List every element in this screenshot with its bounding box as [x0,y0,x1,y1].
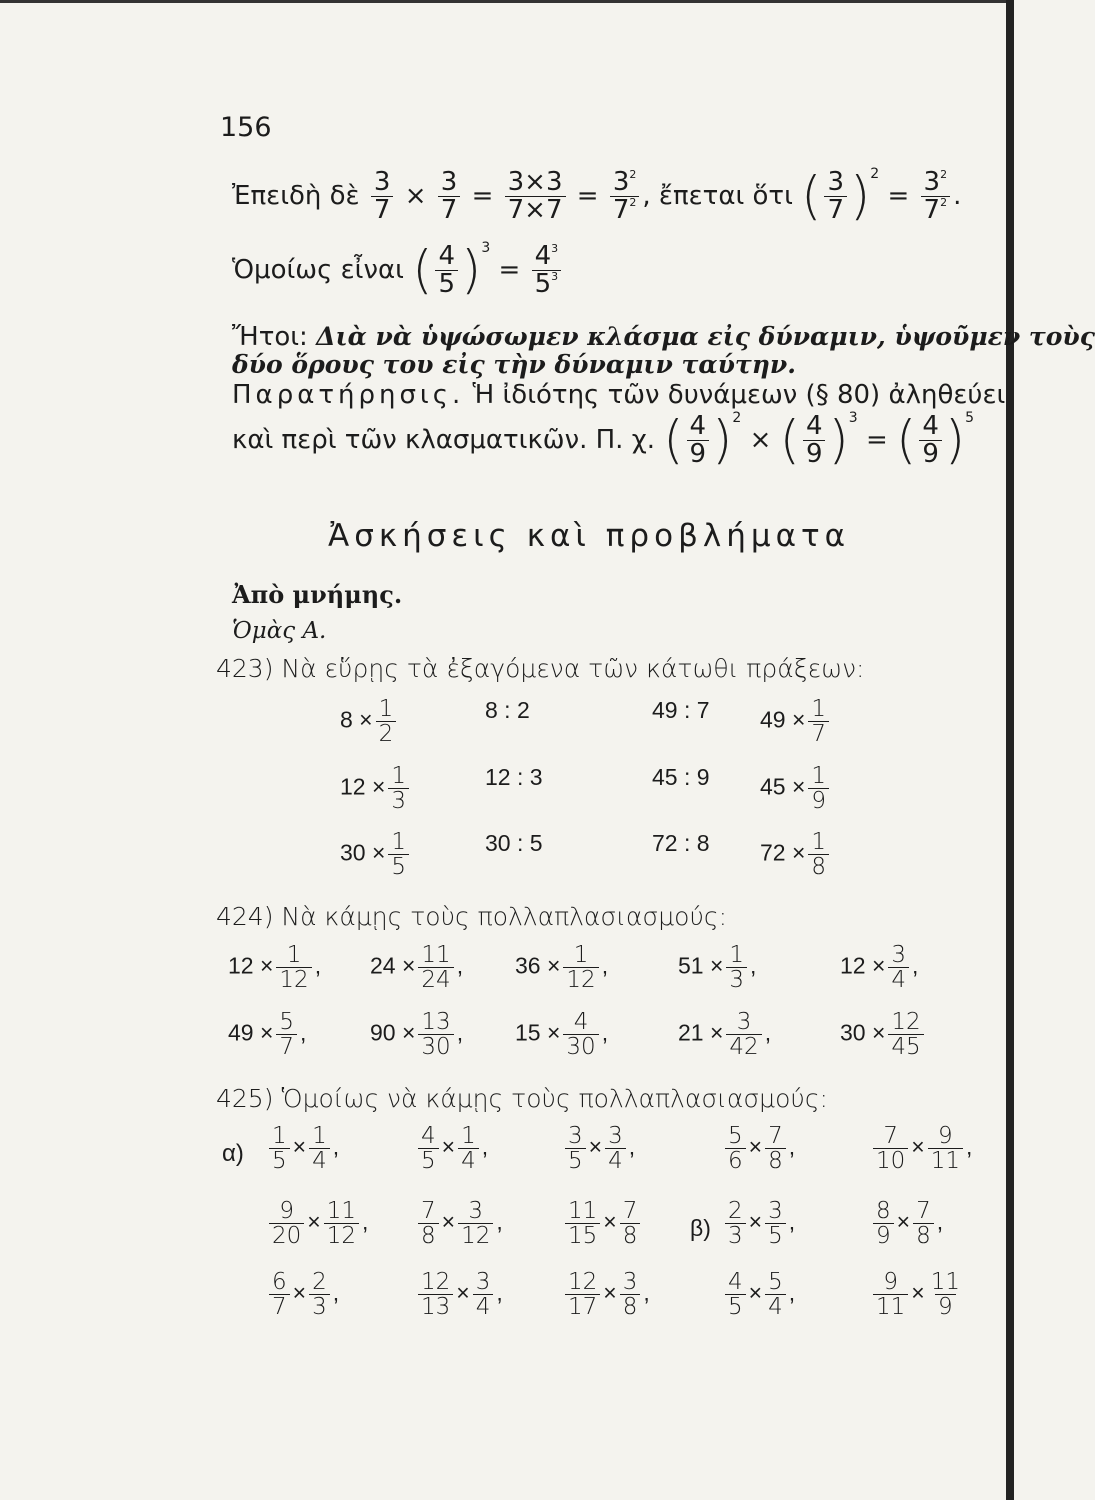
equation-line-1 [232,166,962,227]
left-paren: ( [801,166,822,227]
times-sign: × [292,1279,307,1306]
numerator: 13 [421,1009,451,1035]
remark-line [232,380,1005,410]
denominator: 7 [808,721,829,746]
denominator: 12 [276,967,311,992]
ex425-item [415,1124,488,1173]
separator: , [496,1208,503,1235]
numerator: 11 [421,942,451,968]
rule-line-2 [232,350,796,379]
fraction [565,1199,600,1248]
numerator: 7 [421,1198,436,1224]
example-text: καὶ περὶ τῶν κλασματικῶν. Π. χ. [232,425,655,455]
fraction [726,1010,761,1059]
equals-sign: = [471,181,494,211]
numerator: 7 [768,1123,783,1149]
beta-label: β) [690,1215,711,1241]
numerator: 9 [279,1198,294,1224]
ex424-item [515,943,608,992]
fraction [418,1010,453,1059]
fraction: $\frac{4^3}{5^3}$ [532,243,562,299]
fraction [888,1010,923,1059]
whole-number: 36 × [515,952,561,979]
fraction [808,697,829,746]
separator: , [764,1019,772,1046]
numerator: 7 [883,1123,898,1149]
numerator: 11 [930,1269,960,1295]
ex423-item [485,830,543,857]
denominator: 7 [269,1294,290,1319]
numerator: 4 [573,1009,589,1035]
fraction [565,1124,586,1173]
ex424-title: 424) Νὰ κάμῃς τοὺς πολλαπλασιασμούς: [216,902,728,931]
ex424-item [840,1010,927,1059]
ex423-item [760,830,832,879]
whole-number: 12 × [840,952,886,979]
times-sign: × [404,181,427,211]
times-sign: × [748,1279,763,1306]
fraction [309,1124,330,1173]
fraction [473,1270,494,1319]
numerator: 12 [568,1269,598,1295]
fraction: $\frac{3^2}{7^2}$ [921,169,951,225]
fraction [458,1199,493,1248]
exponent: 2 [732,410,742,426]
denominator: 42 [726,1034,761,1059]
fraction [873,1124,908,1173]
numerator: 11 [568,1198,598,1224]
expression: 49 × [760,706,806,733]
numerator: 12 [891,1009,921,1035]
ex425-item [870,1199,943,1248]
fraction [563,943,598,992]
numerator: 1 [378,696,394,722]
separator: , [496,1279,503,1306]
expression: 8 : 2 [485,697,530,723]
equals-sign: = [887,181,910,211]
expression: 12 × [340,773,386,800]
numerator: 12 [421,1269,451,1295]
separator: , [788,1133,796,1160]
whole-number: 12 × [228,952,274,979]
expression: 30 : 5 [485,830,543,856]
denominator: 8 [418,1223,439,1248]
numerator: 3 [475,1269,491,1295]
rule-bold-text: Διὰ νὰ ὑψώσωμεν κλάσμα εἰς δύναμιν, ὑψοῦμεν τοὺς [316,322,1095,351]
denominator: 4 [605,1148,626,1173]
numerator: 6 [272,1269,287,1295]
separator: , [788,1279,796,1306]
denominator: 5 [565,1148,586,1173]
fraction [808,830,829,879]
whole-number: 24 × [370,952,416,979]
numerator: 3 [608,1123,623,1149]
denominator: 12 [458,1223,493,1248]
numerator: 3 [622,1269,638,1295]
period: . [953,181,962,211]
right-paren: ) [712,410,733,471]
denominator: 12 [563,967,598,992]
times-sign: × [307,1208,321,1235]
whole-number: 51 × [678,952,724,979]
numerator: 1 [729,942,745,968]
numerator: 8 [876,1198,891,1224]
ex423-item [652,830,710,857]
numerator: 1 [573,942,589,968]
fraction [725,1199,746,1248]
ex423-item [340,764,412,813]
denominator: 5 [269,1148,290,1173]
left-paren: ( [412,240,433,301]
expression: 8 × [340,706,373,733]
times-sign: × [911,1133,925,1160]
ex425-item [415,1199,503,1248]
fraction [765,1199,786,1248]
fraction [418,1199,439,1248]
whole-number: 21 × [678,1019,724,1046]
ex425-item [266,1199,368,1248]
page-border-top [0,0,1014,3]
ex423-item [485,697,530,724]
numerator: 2 [728,1198,743,1224]
denominator: 2 [376,721,397,746]
denominator: 8 [808,854,829,879]
denominator: 5 [725,1294,746,1319]
times-sign: × [441,1133,456,1160]
ex424-item [370,1010,463,1059]
denominator: 8 [620,1294,641,1319]
numerator: 9 [938,1123,953,1149]
ex425-item [870,1124,972,1173]
separator: , [362,1208,369,1235]
ex423-item [652,697,710,724]
numerator: 2 [312,1269,327,1295]
fraction [458,1124,479,1173]
numerator: 3 [891,942,907,968]
fraction: $\frac{4}{9}$ [919,413,942,469]
equation-line-2 [232,240,564,301]
denominator: 8 [913,1223,934,1248]
denominator: 11 [928,1148,963,1173]
numerator: 3 [568,1123,583,1149]
right-paren: ) [828,410,849,471]
denominator: 3 [725,1223,746,1248]
numerator: 5 [768,1269,783,1295]
ex423-item [340,697,399,746]
separator: , [300,1019,307,1046]
example-line [232,410,975,471]
expression: 72 : 8 [652,830,710,856]
fraction [388,764,409,813]
fraction: $\frac{3}{7}$ [371,169,394,225]
ex425-title: 425) Ὁμοίως νὰ κάμῃς τοὺς πολλαπλασιασμούς: [216,1084,828,1113]
ex423-title: 423) Νὰ εὕρῃς τὰ ἐξαγόμενα τῶν κάτωθι πράξεων: [216,654,865,683]
numerator: 5 [279,1009,295,1035]
right-paren: ) [461,240,482,301]
numerator: 3 [468,1198,484,1224]
fraction [605,1124,626,1173]
section-heading: Ἀσκήσεις καὶ προβλήματα [328,518,851,554]
denominator: 7 [276,1034,297,1059]
denominator: 4 [473,1294,494,1319]
fraction [726,943,747,992]
fraction [873,1270,908,1319]
line1-prefix: Ἐπειδὴ δὲ [232,181,360,211]
fraction [620,1270,641,1319]
fraction: $\frac{4}{5}$ [435,243,458,299]
ex423-item [760,697,832,746]
separator: , [314,952,322,979]
fraction [565,1270,600,1319]
denominator: 15 [565,1223,600,1248]
fraction [418,1270,453,1319]
ex424-item [840,943,918,992]
ex423-item [652,764,710,791]
exponent: 3 [848,410,858,426]
denominator: 24 [418,967,453,992]
right-paren: ) [944,410,966,471]
page-border-right [1006,0,1014,1500]
fraction [269,1124,290,1173]
numerator: 1 [272,1123,287,1149]
denominator: 30 [418,1034,453,1059]
separator: , [481,1133,489,1160]
ex424-item [228,943,321,992]
separator: , [601,952,609,979]
fraction [563,1010,598,1059]
equals-sign: = [576,181,599,211]
times-sign: × [911,1279,925,1306]
denominator: 13 [418,1294,453,1319]
expression: 45 : 9 [652,764,710,790]
denominator: 45 [888,1034,923,1059]
group-label: Ὁμὰς Α. [232,618,327,644]
fraction [418,943,453,992]
numerator: 5 [728,1123,743,1149]
fraction [376,697,397,746]
fraction [808,764,829,813]
separator: , [750,952,757,979]
whole-number: 49 × [228,1019,274,1046]
ex423-item [485,764,543,791]
denominator: 3 [309,1294,330,1319]
fraction: $\frac{3^2}{7^2}$ [610,169,640,225]
fraction: $\frac{4}{9}$ [687,413,710,469]
line3-prefix: Ἤτοι: [232,322,308,352]
whole-number: 30 × [840,1019,886,1046]
numerator: 1 [391,829,407,855]
times-sign: × [603,1208,617,1235]
fraction [765,1124,786,1173]
denominator: 10 [873,1148,908,1173]
rule-line-1 [232,322,1095,352]
separator: , [643,1279,650,1306]
fraction [269,1270,290,1319]
denominator: 3 [388,788,409,813]
numerator: 1 [461,1123,476,1149]
denominator: 30 [563,1034,598,1059]
subheading: Ἀπὸ μνήμης. [232,580,403,609]
rule-bold-text-2: δύο ὅρους του εἰς τὴν δύναμιν ταύτην. [232,350,796,379]
numerator: 3 [736,1009,752,1035]
separator: , [332,1279,340,1306]
times-sign: × [603,1279,617,1306]
page-number: 156 [220,112,272,143]
fraction: $\frac{3}{7}$ [824,169,847,225]
separator: , [456,1019,464,1046]
line2-prefix: Ὁμοίως εἶναι [232,255,404,285]
separator: , [936,1208,944,1235]
fraction [418,1124,439,1173]
numerator: 1 [286,942,302,968]
times-sign: × [292,1133,307,1160]
comma: , [642,181,651,211]
equals-sign: = [865,425,888,455]
ex425-item [266,1124,339,1173]
denominator: 11 [873,1294,908,1319]
fraction: $\frac{3\times 3}{7\times 7}$ [505,169,566,225]
right-paren: ) [850,166,871,227]
ex423-item [340,830,412,879]
fraction [725,1270,746,1319]
fraction [913,1199,934,1248]
numerator: 11 [326,1198,356,1224]
denominator: 9 [808,788,829,813]
fraction [765,1270,786,1319]
denominator: 4 [458,1148,479,1173]
numerator: 1 [811,829,827,855]
numerator: 4 [421,1123,436,1149]
numerator: 3 [768,1198,783,1224]
denominator: 3 [726,967,747,992]
numerator: 4 [728,1269,743,1295]
fraction [276,943,311,992]
denominator: 8 [620,1223,641,1248]
denominator: 9 [935,1294,956,1319]
numerator: 1 [312,1123,327,1149]
numerator: 1 [811,763,827,789]
whole-number: 90 × [370,1019,416,1046]
equals-sign: = [498,255,521,285]
denominator: 9 [873,1223,894,1248]
denominator: 4 [765,1294,786,1319]
times-sign: × [456,1279,470,1306]
ex425-item [722,1199,795,1248]
separator: , [788,1208,796,1235]
fraction [269,1199,304,1248]
times-sign: × [748,1133,763,1160]
denominator: 12 [324,1223,359,1248]
fraction [309,1270,330,1319]
ex424-item [515,1010,608,1059]
exponent: 2 [870,166,880,182]
separator: , [332,1133,340,1160]
expression: 49 : 7 [652,697,710,723]
ex425-item [722,1124,795,1173]
numerator: 1 [811,696,827,722]
left-paren: ( [663,410,684,471]
denominator: 8 [765,1148,786,1173]
ex424-item [678,943,756,992]
fraction [725,1124,746,1173]
separator: , [966,1133,973,1160]
fraction [873,1199,894,1248]
denominator: 20 [269,1223,304,1248]
numerator: 1 [391,763,407,789]
whole-number: 15 × [515,1019,561,1046]
ex425-item [562,1124,635,1173]
expression: 45 × [760,773,806,800]
times-sign: × [748,1208,763,1235]
ex425-item [266,1270,339,1319]
fraction [888,943,909,992]
denominator: 17 [565,1294,600,1319]
ex425-item [870,1270,966,1319]
left-paren: ( [779,410,800,471]
times-sign: × [749,425,772,455]
alpha-label: α) [222,1140,244,1167]
denominator: 5 [418,1148,439,1173]
numerator: 7 [622,1198,638,1224]
fraction [620,1199,641,1248]
ex425-item [722,1270,795,1319]
fraction [324,1199,359,1248]
expression: 12 : 3 [485,764,543,790]
exponent: 5 [965,410,975,426]
fraction: $\frac{3}{7}$ [438,169,461,225]
exponent: 3 [481,240,491,256]
left-paren: ( [896,410,917,471]
denominator: 6 [725,1148,746,1173]
times-sign: × [896,1208,911,1235]
expression: 72 × [760,839,806,866]
fraction [276,1010,297,1059]
line1-mid-text: ἔπεται ὅτι [658,181,793,211]
denominator: 5 [388,854,409,879]
ex424-item [370,943,463,992]
ex425-item [562,1270,650,1319]
separator: , [912,952,919,979]
fraction [928,1270,963,1319]
separator: , [456,952,464,979]
denominator: 4 [888,967,909,992]
ex425-item [415,1270,503,1319]
denominator: 5 [765,1223,786,1248]
ex423-item [760,764,832,813]
remark-label: Παρατήρησις. [232,380,465,410]
ex424-item [228,1010,306,1059]
ex425-item [562,1199,643,1248]
numerator: 7 [916,1198,931,1224]
expression: 30 × [340,839,386,866]
fraction: $\frac{4}{9}$ [803,413,826,469]
ex424-item [678,1010,771,1059]
fraction [388,830,409,879]
fraction [928,1124,963,1173]
times-sign: × [441,1208,456,1235]
numerator: 9 [883,1269,898,1295]
times-sign: × [588,1133,603,1160]
separator: , [601,1019,609,1046]
separator: , [628,1133,636,1160]
denominator: 4 [309,1148,330,1173]
remark-text: Ἡ ἰδιότης τῶν δυνάμεων (§ 80) ἀληθεύει [472,380,1006,410]
